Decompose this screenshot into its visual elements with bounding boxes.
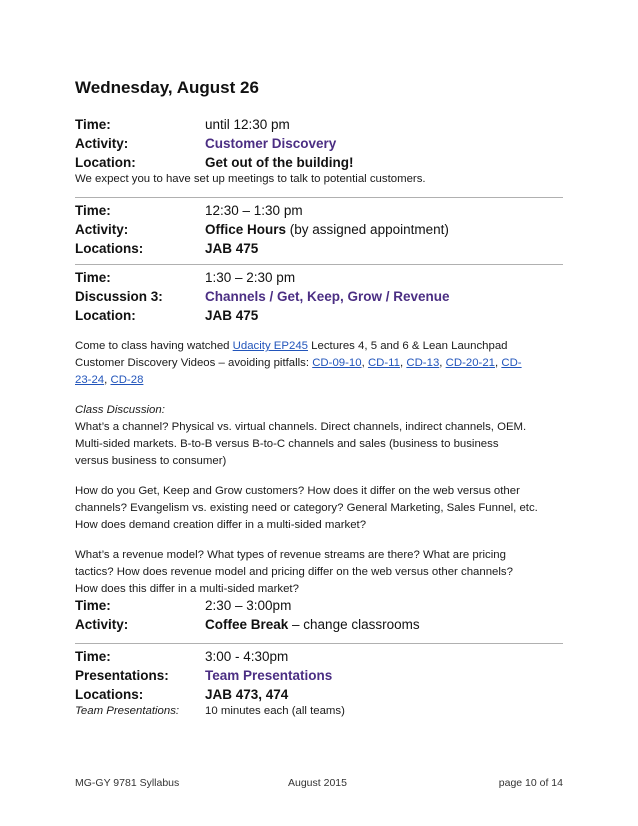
prep-text: Come to class having watched	[75, 340, 233, 352]
divider	[75, 197, 563, 198]
location-label: Location:	[75, 155, 136, 170]
prep-text: Customer Discovery Videos – avoiding pitfalls:	[75, 357, 313, 369]
separator: ,	[495, 357, 502, 369]
location-label: Locations:	[75, 687, 144, 702]
prep-line-2	[75, 355, 522, 372]
page-title: Wednesday, August 26	[75, 78, 259, 97]
team-presentations-label: Team Presentations:	[75, 705, 180, 717]
activity-bold: Coffee Break	[205, 617, 289, 632]
activity-value	[205, 222, 449, 237]
udacity-link[interactable]: Udacity EP245	[232, 340, 309, 352]
activity-value	[205, 617, 420, 632]
footer-center: August 2015	[288, 777, 347, 789]
para-line: Multi-sided markets. B-to-B versus B-to-C channels and sales (business to business	[75, 438, 499, 450]
discussion-label: Discussion 3:	[75, 289, 163, 304]
time-value: 3:00 - 4:30pm	[205, 649, 289, 664]
time-label: Time:	[75, 649, 111, 664]
time-value: until 12:30 pm	[205, 117, 290, 132]
separator: ,	[400, 357, 407, 369]
activity-label: Activity:	[75, 136, 129, 151]
activity-rest: (by assigned appointment)	[286, 222, 449, 237]
location-value: JAB 475	[205, 241, 259, 256]
time-value: 1:30 – 2:30 pm	[205, 270, 296, 285]
presentations-value: Team Presentations	[205, 668, 333, 683]
separator: ,	[104, 374, 111, 386]
time-label: Time:	[75, 270, 111, 285]
time-label: Time:	[75, 117, 111, 132]
divider	[75, 264, 563, 265]
prep-line-3	[75, 372, 143, 389]
video-link[interactable]: CD-28	[110, 374, 144, 386]
location-value: Get out of the building!	[205, 155, 354, 170]
team-presentations-value: 10 minutes each (all teams)	[205, 705, 345, 717]
time-value: 2:30 – 3:00pm	[205, 598, 292, 613]
video-link[interactable]: CD-11	[367, 357, 401, 369]
para-line: How does this differ in a multi-sided market?	[75, 583, 299, 595]
time-label: Time:	[75, 598, 111, 613]
activity-bold: Office Hours	[205, 222, 287, 237]
footer-right: page 10 of 14	[498, 777, 563, 789]
para-line: How does demand creation differ in a multi-sided market?	[75, 519, 367, 531]
video-link[interactable]: CD-13	[406, 357, 440, 369]
location-value: JAB 475	[205, 308, 259, 323]
para-line: tactics? How does revenue model and pricing differ on the web versus other channels?	[75, 566, 513, 578]
prep-line-1	[75, 338, 508, 355]
para-line: How do you Get, Keep and Grow customers? How does it differ on the web versus other	[75, 485, 520, 497]
presentations-label: Presentations:	[75, 668, 169, 683]
time-value: 12:30 – 1:30 pm	[205, 203, 303, 218]
para-line: versus business to consumer)	[75, 455, 227, 467]
para-line: What’s a channel? Physical vs. virtual channels. Direct channels, indirect channels, OEM.	[75, 421, 527, 433]
activity-label: Activity:	[75, 222, 129, 237]
separator: ,	[439, 357, 446, 369]
para-line: What’s a revenue model? What types of revenue streams are there? What are pricing	[75, 549, 506, 561]
prep-text: Lectures 4, 5 and 6 & Lean Launchpad	[308, 340, 508, 352]
block-note: We expect you to have set up meetings to talk to potential customers.	[75, 173, 426, 185]
activity-value: Customer Discovery	[205, 136, 337, 151]
video-link[interactable]: CD-20-21	[445, 357, 496, 369]
discussion-value: Channels / Get, Keep, Grow / Revenue	[205, 289, 450, 304]
video-link[interactable]: 23-24	[75, 374, 105, 386]
location-value: JAB 473, 474	[205, 687, 289, 702]
class-discussion-label: Class Discussion:	[75, 404, 165, 416]
video-link[interactable]: CD-	[501, 357, 522, 369]
footer-left: MG-GY 9781 Syllabus	[75, 777, 180, 789]
time-label: Time:	[75, 203, 111, 218]
activity-label: Activity:	[75, 617, 129, 632]
divider	[75, 643, 563, 644]
video-link[interactable]: CD-09-10	[312, 357, 362, 369]
location-label: Location:	[75, 308, 136, 323]
activity-rest: – change classrooms	[288, 617, 420, 632]
para-line: channels? Evangelism vs. existing need or category? General Marketing, Sales Funnel, etc.	[75, 502, 538, 514]
separator: ,	[361, 357, 368, 369]
location-label: Locations:	[75, 241, 144, 256]
